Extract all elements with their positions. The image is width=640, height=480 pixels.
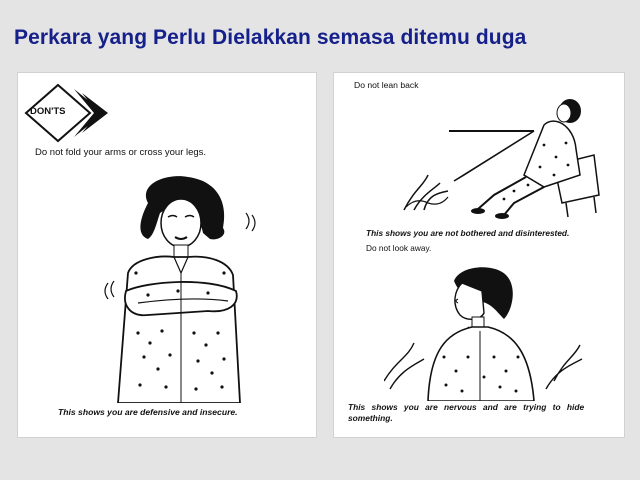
rule-look-away: Do not look away. bbox=[366, 243, 432, 253]
woman-looking-away-illustration bbox=[384, 261, 584, 401]
rule-lean-back: Do not lean back bbox=[354, 80, 419, 90]
rule-fold-arms: Do not fold your arms or cross your legs. bbox=[35, 147, 207, 158]
caption-nervous-line1: This shows you are nervous and are trying to hide bbox=[348, 402, 585, 412]
caption-defensive: This shows you are defensive and insecure. bbox=[58, 407, 238, 417]
scanned-page-left bbox=[18, 73, 316, 437]
woman-leaning-back-illustration bbox=[394, 95, 614, 220]
woman-arms-folded-illustration bbox=[78, 173, 278, 403]
slide-title: Perkara yang Perlu Dielakkan semasa ditemu duga bbox=[14, 26, 527, 49]
donts-badge-label: DON'TS bbox=[30, 106, 66, 117]
caption-nervous-line2: something. bbox=[348, 413, 393, 423]
caption-disinterested: This shows you are not bothered and disinterested. bbox=[366, 228, 570, 238]
scanned-page-right bbox=[334, 73, 624, 437]
